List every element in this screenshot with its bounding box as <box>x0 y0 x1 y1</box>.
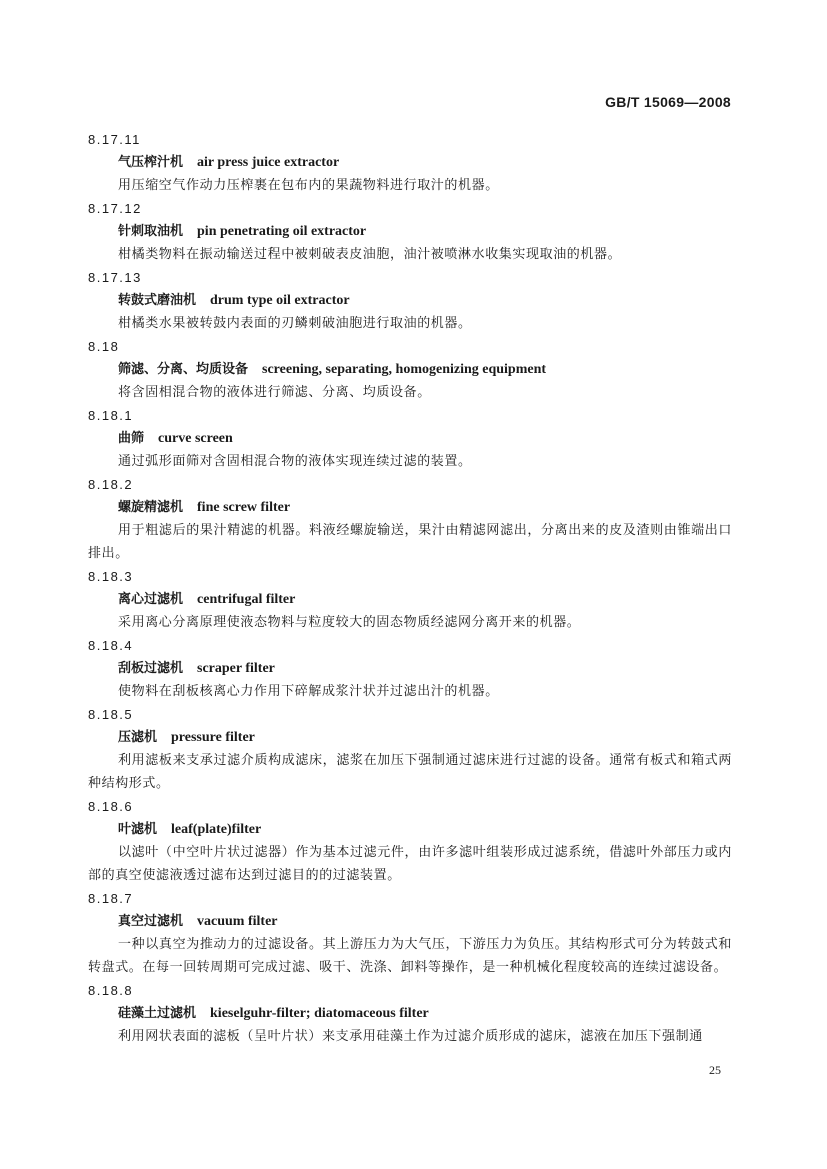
term-entry <box>88 704 732 795</box>
term-english: screening, separating, homogenizing equipment <box>262 362 547 377</box>
entry-term <box>88 726 732 749</box>
entry-definition: 一种以真空为推动力的过滤设备。其上游压力为大气压，下游压力为负压。其结构形式可分为转鼓式和转盘式。在每一回转周期可完成过滤、吸干、洗涤、卸料等操作，是一种机械化程度较高的连续过滤设备。 <box>88 937 732 975</box>
entry-definition: 将含固相混合物的液体进行筛滤、分离、均质设备。 <box>118 385 431 400</box>
entry-definition: 通过弧形面筛对含固相混合物的液体实现连续过滤的装置。 <box>118 454 472 469</box>
entry-number: 8.18.1 <box>88 408 134 423</box>
entry-number: 8.18.6 <box>88 799 134 814</box>
term-chinese: 螺旋精滤机 <box>118 500 184 515</box>
entry-definition: 用压缩空气作动力压榨裹在包布内的果蔬物料进行取汁的机器。 <box>118 178 499 193</box>
entry-definition: 利用滤板来支承过滤介质构成滤床，滤浆在加压下强制通过滤床进行过滤的设备。通常有板式和箱式两种结构形式。 <box>88 753 732 791</box>
term-chinese: 针刺取油机 <box>118 224 184 239</box>
entry-number: 8.17.12 <box>88 201 142 216</box>
entry-term <box>88 220 732 243</box>
entry-definition: 柑橘类物料在振动输送过程中被刺破表皮油胞，油汁被喷淋水收集实现取油的机器。 <box>118 247 622 262</box>
entry-definition: 用于粗滤后的果汁精滤的机器。料液经螺旋输送，果汁由精滤网滤出，分离出来的皮及渣则由锥端出口排出。 <box>88 523 732 561</box>
entry-term <box>88 657 732 680</box>
entry-definition: 使物料在刮板核离心力作用下碎解成浆汁状并过滤出汁的机器。 <box>118 684 499 699</box>
entry-number: 8.18.2 <box>88 477 134 492</box>
term-english: air press juice extractor <box>197 155 340 170</box>
term-chinese: 真空过滤机 <box>118 914 184 929</box>
term-entry <box>88 405 732 473</box>
standard-code: GB/T 15069—2008 <box>605 94 731 110</box>
term-chinese: 转鼓式磨油机 <box>118 293 197 308</box>
entry-number: 8.18.3 <box>88 569 134 584</box>
term-english: kieselguhr-filter; diatomaceous filter <box>210 1006 429 1021</box>
term-entry <box>88 888 732 979</box>
entry-definition: 以滤叶（中空叶片状过滤器）作为基本过滤元件，由许多滤叶组装形成过滤系统，借滤叶外部压力或内部的真空使滤液透过滤布达到过滤目的的过滤装置。 <box>88 845 732 883</box>
term-entry <box>88 267 732 335</box>
term-chinese: 气压榨汁机 <box>118 155 184 170</box>
entry-number: 8.18 <box>88 339 120 354</box>
term-english: leaf(plate)filter <box>171 822 262 837</box>
term-entry <box>88 635 732 703</box>
term-chinese: 筛滤、分离、均质设备 <box>118 362 249 377</box>
entry-term <box>88 818 732 841</box>
entry-term <box>88 496 732 519</box>
term-english: drum type oil extractor <box>210 293 350 308</box>
term-chinese: 刮板过滤机 <box>118 661 184 676</box>
term-chinese: 叶滤机 <box>118 822 158 837</box>
term-entry <box>88 796 732 887</box>
entry-term <box>88 358 732 381</box>
term-chinese: 压滤机 <box>118 730 158 745</box>
entry-term <box>88 427 732 450</box>
entry-term <box>88 588 732 611</box>
entry-number: 8.17.13 <box>88 270 142 285</box>
entry-number: 8.18.4 <box>88 638 134 653</box>
term-chinese: 曲筛 <box>118 431 145 446</box>
entry-term <box>88 151 732 174</box>
term-chinese: 离心过滤机 <box>118 592 184 607</box>
term-entry <box>88 474 732 565</box>
entry-definition: 采用离心分离原理使液态物料与粒度较大的固态物质经滤网分离开来的机器。 <box>118 615 581 630</box>
term-english: vacuum filter <box>197 914 278 929</box>
entry-number: 8.18.8 <box>88 983 134 998</box>
term-english: pin penetrating oil extractor <box>197 224 367 239</box>
term-entry <box>88 336 732 404</box>
entry-number: 8.17.11 <box>88 132 141 147</box>
entry-number: 8.18.7 <box>88 891 134 906</box>
term-entry <box>88 129 732 197</box>
page-number: 25 <box>709 1063 721 1077</box>
term-english: scraper filter <box>197 661 275 676</box>
entry-number: 8.18.5 <box>88 707 134 722</box>
terms-list <box>88 129 732 1049</box>
term-entry <box>88 980 732 1048</box>
entry-definition: 柑橘类水果被转鼓内表面的刃鳞刺破油胞进行取油的机器。 <box>118 316 472 331</box>
term-english: centrifugal filter <box>197 592 296 607</box>
term-entry <box>88 566 732 634</box>
term-english: fine screw filter <box>197 500 291 515</box>
entry-term <box>88 910 732 933</box>
term-entry <box>88 198 732 266</box>
term-chinese: 硅藻土过滤机 <box>118 1006 197 1021</box>
term-english: pressure filter <box>171 730 255 745</box>
term-english: curve screen <box>158 431 233 446</box>
entry-term <box>88 289 732 312</box>
entry-term <box>88 1002 732 1025</box>
entry-definition: 利用网状表面的滤板（呈叶片状）来支承用硅藻土作为过滤介质形成的滤床，滤液在加压下强制通 <box>118 1029 703 1044</box>
